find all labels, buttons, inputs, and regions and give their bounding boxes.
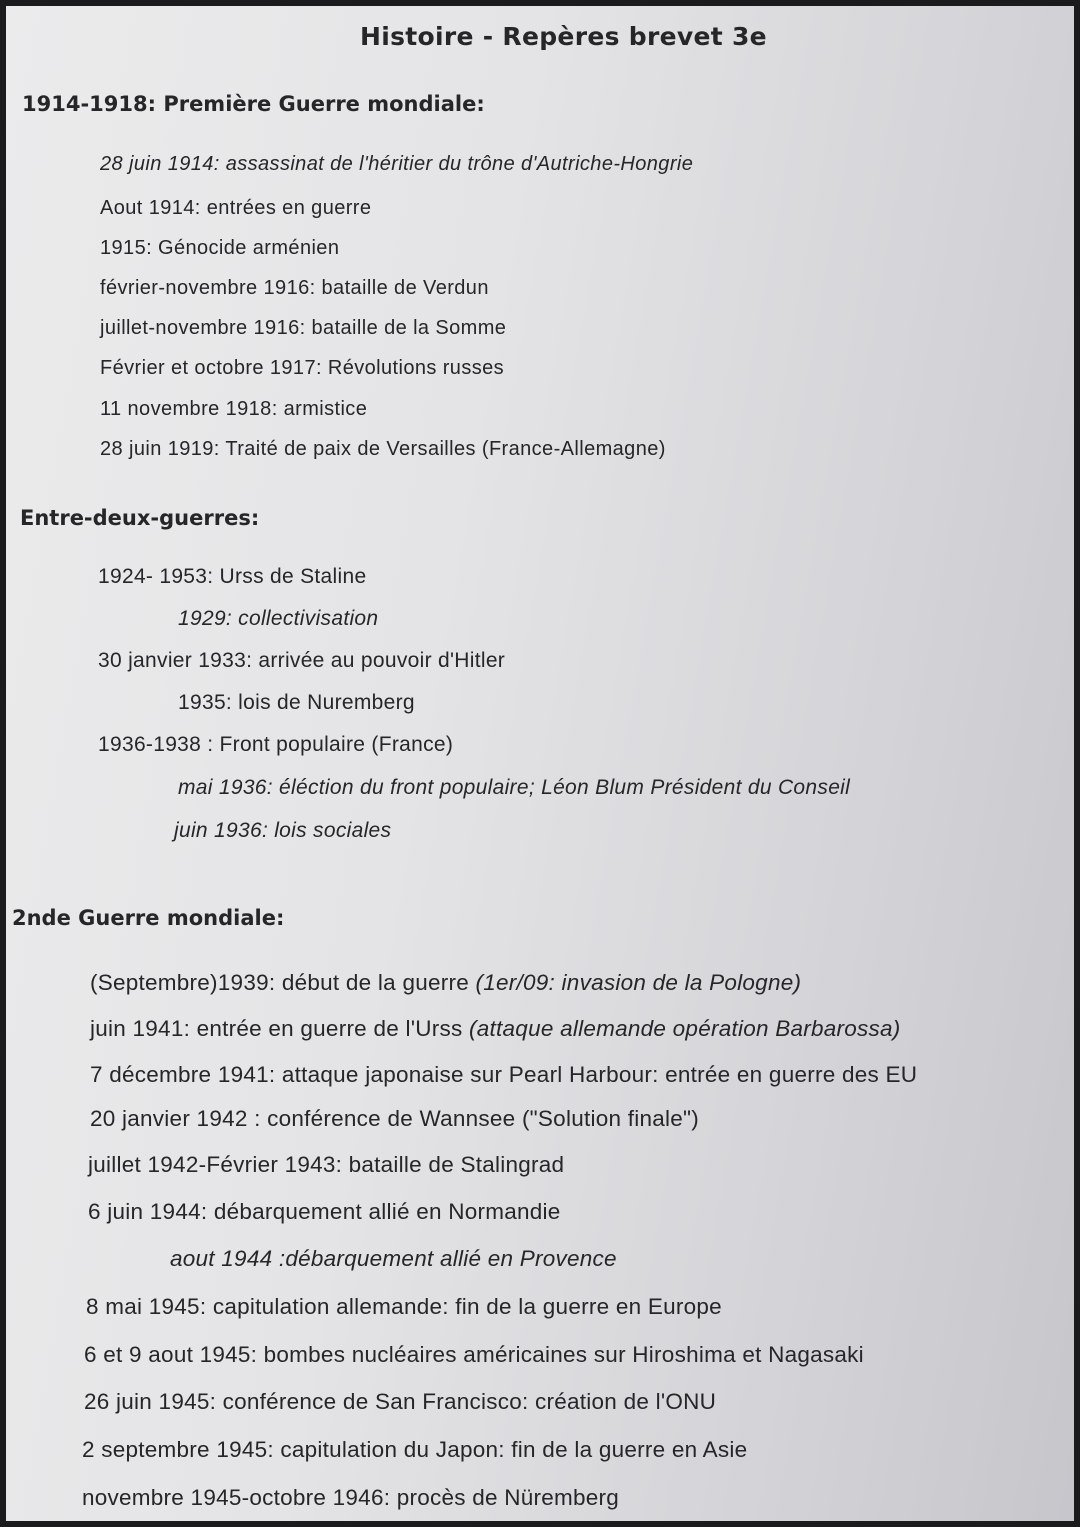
section-heading-interwar: Entre-deux-guerres:	[20, 506, 260, 530]
list-item: 6 juin 1944: débarquement allié en Normandie	[88, 1199, 561, 1224]
document-page	[6, 6, 1074, 1521]
list-item: 26 juin 1945: conférence de San Francisco: création de l'ONU	[84, 1389, 717, 1414]
list-item: 1915: Génocide arménien	[100, 237, 340, 259]
list-item: juillet-novembre 1916: bataille de la Somme	[100, 317, 507, 339]
list-item: 20 janvier 1942 : conférence de Wannsee ("Solution finale")	[90, 1106, 700, 1131]
list-item: juin 1941: entrée en guerre de l'Urss (attaque allemande opération Barbarossa)	[90, 1016, 901, 1041]
section-heading-ww2: 2nde Guerre mondiale:	[12, 906, 285, 930]
list-item: 28 juin 1914: assassinat de l'héritier du trône d'Autriche-Hongrie	[100, 153, 694, 175]
page-title: Histoire - Repères brevet 3e	[360, 22, 767, 51]
list-item: novembre 1945-octobre 1946: procès de Nüremberg	[82, 1485, 620, 1510]
list-item: 30 janvier 1933: arrivée au pouvoir d'Hitler	[98, 649, 506, 672]
list-item-sub: mai 1936: éléction du front populaire; Léon Blum Président du Conseil	[178, 776, 851, 799]
list-item: juillet 1942-Février 1943: bataille de Stalingrad	[88, 1152, 565, 1177]
list-item-sub: 1929: collectivisation	[178, 607, 379, 630]
list-item: 6 et 9 aout 1945: bombes nucléaires américaines sur Hiroshima et Nagasaki	[84, 1342, 864, 1367]
list-item: 2 septembre 1945: capitulation du Japon: fin de la guerre en Asie	[82, 1437, 748, 1462]
list-item-sub: aout 1944 :débarquement allié en Provence	[170, 1246, 617, 1271]
list-item: Aout 1914: entrées en guerre	[100, 197, 372, 219]
list-item-sub: 1935: lois de Nuremberg	[178, 691, 415, 714]
list-item: (Septembre)1939: début de la guerre (1er/09: invasion de la Pologne)	[90, 970, 802, 995]
list-item-sub: juin 1936: lois sociales	[174, 819, 392, 842]
list-item: Février et octobre 1917: Révolutions russes	[100, 357, 505, 379]
list-item: 1936-1938 : Front populaire (France)	[98, 733, 454, 756]
list-item: février-novembre 1916: bataille de Verdun	[100, 277, 489, 299]
list-item: 28 juin 1919: Traité de paix de Versailles (France-Allemagne)	[100, 438, 666, 460]
list-item: 8 mai 1945: capitulation allemande: fin de la guerre en Europe	[86, 1294, 722, 1319]
list-item: 11 novembre 1918: armistice	[100, 398, 368, 420]
list-item: 1924- 1953: Urss de Staline	[98, 565, 367, 588]
list-item: 7 décembre 1941: attaque japonaise sur Pearl Harbour: entrée en guerre des EU	[90, 1062, 918, 1087]
section-heading-ww1: 1914-1918: Première Guerre mondiale:	[22, 92, 485, 116]
